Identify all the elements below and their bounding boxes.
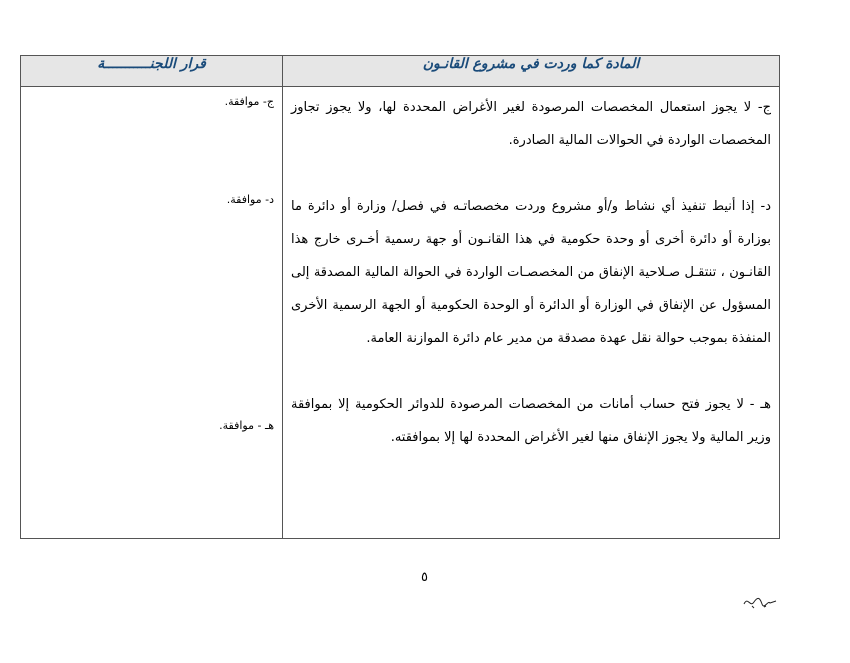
signature-mark (742, 592, 778, 612)
law-paragraph-h: هـ - لا يجوز فتح حساب أمانات من المخصصات المرصودة للدوائر الحكومية إلا بموافقة وزير المالية ولا يجوز الإنفاق منها لغير الأغراض المحددة لها إلا بموافقته. (291, 397, 771, 445)
decision-c: ج- موافقة. (224, 95, 274, 108)
header-committee-decision: قرار اللجنـــــــــــة (21, 56, 283, 87)
law-paragraph-d: د- إذا أنيط تنفيذ أي نشاط و/أو مشروع وردت مخصصاتـه في فصل/ وزارة أو دائرة ما بوزارة أو دائرة أخرى أو وحدة حكومية في هذا القانـون أو جهة رسمية أخـرى خارج هذا القانـون ، تنتقـل صـلاحية الإنفاق من المخصصـات الواردة في الحوالة المالية المصدقة إلى المسؤول عن الإنفاق في الوزارة أو الدائرة أو الوحدة الحكومية أو الجهة الرسمية الأخرى المنفذة بموجب حوالة نقل عهدة مصدقة من مدير عام دائرة الموازنة العامة. (291, 199, 771, 346)
decision-d: د- موافقة. (226, 193, 274, 206)
table-row (21, 87, 780, 539)
law-committee-table (20, 55, 780, 539)
law-paragraph-c: ج- لا يجوز استعمال المخصصات المرصودة لغير الأغراض المحددة لها، ولا يجوز تجاوز المخصصات الواردة في الحوالات المالية الصادرة. (291, 100, 771, 148)
table-header-row (21, 56, 780, 87)
law-text-cell (283, 87, 780, 539)
page-number: ٥ (421, 570, 428, 585)
decision-h: هـ - موافقة. (219, 419, 274, 432)
decision-cell (21, 87, 283, 539)
header-law-article: المادة كما وردت في مشروع القانـون (283, 56, 780, 87)
